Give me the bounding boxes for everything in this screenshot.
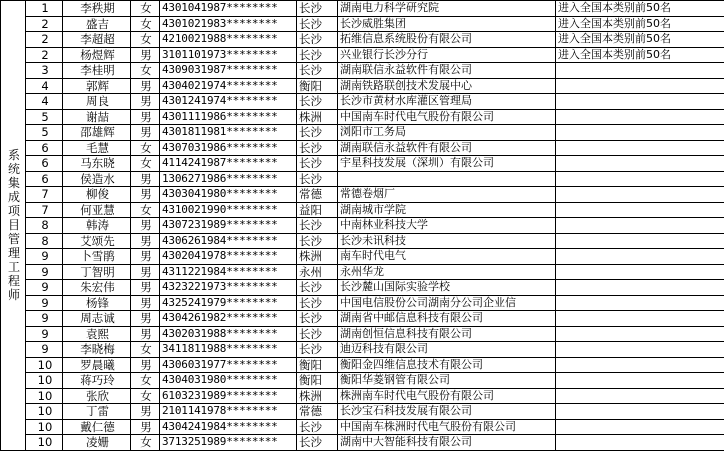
id-number-cell: 4210021988******** bbox=[160, 32, 297, 48]
rank-cell: 9 bbox=[26, 264, 63, 280]
name-cell: 罗晨曦 bbox=[63, 357, 131, 373]
gender-cell: 男 bbox=[131, 264, 160, 280]
name-cell: 周良 bbox=[63, 94, 131, 110]
note-cell bbox=[556, 187, 724, 203]
note-cell: 进入全国本类别前50名 bbox=[556, 1, 724, 17]
id-number-cell: 4309031987******** bbox=[160, 63, 297, 79]
category-cell bbox=[1, 1, 26, 451]
rank-cell: 9 bbox=[26, 342, 63, 358]
note-cell bbox=[556, 326, 724, 342]
employer-cell: 宇星科技发展（深圳）有限公司 bbox=[338, 156, 556, 172]
category-char: 师 bbox=[7, 288, 20, 303]
rank-cell: 6 bbox=[26, 140, 63, 156]
table-row bbox=[1, 435, 724, 451]
employer-cell: 迪迈科技有限公司 bbox=[338, 342, 556, 358]
gender-cell: 男 bbox=[131, 311, 160, 327]
employer-cell: 株洲南车时代电气股份有限公司 bbox=[338, 388, 556, 404]
city-cell: 株洲 bbox=[297, 249, 338, 265]
rank-cell: 10 bbox=[26, 404, 63, 420]
name-cell: 杨锋 bbox=[63, 295, 131, 311]
table-row bbox=[1, 342, 724, 358]
gender-cell: 男 bbox=[131, 233, 160, 249]
note-cell bbox=[556, 233, 724, 249]
rank-cell: 7 bbox=[26, 202, 63, 218]
name-cell: 李桂明 bbox=[63, 63, 131, 79]
name-cell: 袁熙 bbox=[63, 326, 131, 342]
category-char: 工 bbox=[7, 260, 20, 275]
rank-cell: 7 bbox=[26, 187, 63, 203]
employer-cell: 衡阳华菱钢管有限公司 bbox=[338, 373, 556, 389]
note-cell bbox=[556, 125, 724, 141]
employer-cell: 兴业银行长沙分行 bbox=[338, 47, 556, 63]
gender-cell: 女 bbox=[131, 16, 160, 32]
id-number-cell: 2101141978******** bbox=[160, 404, 297, 420]
table-row bbox=[1, 280, 724, 296]
name-cell: 艾颂先 bbox=[63, 233, 131, 249]
table-row bbox=[1, 326, 724, 342]
id-number-cell: 1306271986******** bbox=[160, 171, 297, 187]
gender-cell: 男 bbox=[131, 326, 160, 342]
employer-cell: 湖南联信永益软件有限公司 bbox=[338, 63, 556, 79]
table-row bbox=[1, 78, 724, 94]
city-cell: 长沙 bbox=[297, 171, 338, 187]
city-cell: 株洲 bbox=[297, 109, 338, 125]
category-char: 成 bbox=[7, 190, 20, 205]
category-char: 程 bbox=[7, 274, 20, 289]
employer-cell: 中国南车时代电气股份有限公司 bbox=[338, 109, 556, 125]
gender-cell: 男 bbox=[131, 218, 160, 234]
category-char: 统 bbox=[7, 162, 20, 177]
city-cell: 永州 bbox=[297, 264, 338, 280]
city-cell: 长沙 bbox=[297, 125, 338, 141]
rank-cell: 9 bbox=[26, 249, 63, 265]
employer-cell: 湖南省中邮信息科技有限公司 bbox=[338, 311, 556, 327]
city-cell: 长沙 bbox=[297, 140, 338, 156]
city-cell: 长沙 bbox=[297, 94, 338, 110]
id-number-cell: 4307031986******** bbox=[160, 140, 297, 156]
rank-cell: 9 bbox=[26, 295, 63, 311]
id-number-cell: 3101101973******** bbox=[160, 47, 297, 63]
gender-cell: 男 bbox=[131, 171, 160, 187]
table-row bbox=[1, 94, 724, 110]
gender-cell: 女 bbox=[131, 202, 160, 218]
rank-cell: 10 bbox=[26, 435, 63, 451]
table-row bbox=[1, 233, 724, 249]
table-row bbox=[1, 218, 724, 234]
rank-cell: 4 bbox=[26, 94, 63, 110]
id-number-cell: 4325241979******** bbox=[160, 295, 297, 311]
gender-cell: 男 bbox=[131, 47, 160, 63]
table-row bbox=[1, 388, 724, 404]
note-cell bbox=[556, 109, 724, 125]
city-cell: 长沙 bbox=[297, 419, 338, 435]
name-cell: 凌姗 bbox=[63, 435, 131, 451]
employer-cell: 浏阳市工务局 bbox=[338, 125, 556, 141]
name-cell: 蒋巧玲 bbox=[63, 373, 131, 389]
rank-cell: 6 bbox=[26, 156, 63, 172]
name-cell: 谢喆 bbox=[63, 109, 131, 125]
name-cell: 毛慧 bbox=[63, 140, 131, 156]
city-cell: 长沙 bbox=[297, 233, 338, 249]
employer-cell: 中国电信股份公司湖南分公司企业信 bbox=[338, 295, 556, 311]
id-number-cell: 4301111986******** bbox=[160, 109, 297, 125]
table-row bbox=[1, 357, 724, 373]
employer-cell: 中国南车株洲时代电气股份有限公司 bbox=[338, 419, 556, 435]
city-cell: 长沙 bbox=[297, 16, 338, 32]
rank-cell: 5 bbox=[26, 125, 63, 141]
rank-cell: 5 bbox=[26, 109, 63, 125]
employer-cell: 湖南联信永益软件有限公司 bbox=[338, 140, 556, 156]
id-number-cell: 4304021974******** bbox=[160, 78, 297, 94]
note-cell bbox=[556, 404, 724, 420]
employer-cell: 湖南城市学院 bbox=[338, 202, 556, 218]
city-cell: 衡阳 bbox=[297, 373, 338, 389]
city-cell: 常德 bbox=[297, 404, 338, 420]
rank-cell: 9 bbox=[26, 280, 63, 296]
note-cell bbox=[556, 419, 724, 435]
rank-cell: 2 bbox=[26, 16, 63, 32]
id-number-cell: 4307231989******** bbox=[160, 218, 297, 234]
city-cell: 长沙 bbox=[297, 1, 338, 17]
note-cell bbox=[556, 156, 724, 172]
rank-cell: 2 bbox=[26, 47, 63, 63]
name-cell: 韩涛 bbox=[63, 218, 131, 234]
id-number-cell: 4323221973******** bbox=[160, 280, 297, 296]
category-label bbox=[3, 148, 25, 302]
city-cell: 长沙 bbox=[297, 342, 338, 358]
employer-cell: 湖南中大智能科技有限公司 bbox=[338, 435, 556, 451]
city-cell: 长沙 bbox=[297, 311, 338, 327]
employer-cell: 南车时代电气 bbox=[338, 249, 556, 265]
gender-cell: 女 bbox=[131, 1, 160, 17]
gender-cell: 女 bbox=[131, 388, 160, 404]
note-cell bbox=[556, 342, 724, 358]
gender-cell: 女 bbox=[131, 156, 160, 172]
id-number-cell: 4301041987******** bbox=[160, 1, 297, 17]
note-cell: 进入全国本类别前50名 bbox=[556, 16, 724, 32]
id-number-cell: 4301241974******** bbox=[160, 94, 297, 110]
table-row bbox=[1, 125, 724, 141]
table-row bbox=[1, 63, 724, 79]
employer-cell: 湖南电力科学研究院 bbox=[338, 1, 556, 17]
name-cell: 李晓梅 bbox=[63, 342, 131, 358]
name-cell: 李超超 bbox=[63, 32, 131, 48]
city-cell: 长沙 bbox=[297, 32, 338, 48]
city-cell: 衡阳 bbox=[297, 357, 338, 373]
employer-cell: 湖南创恒信息科技有限公司 bbox=[338, 326, 556, 342]
gender-cell: 男 bbox=[131, 125, 160, 141]
name-cell: 邵雄辉 bbox=[63, 125, 131, 141]
note-cell: 进入全国本类别前50名 bbox=[556, 32, 724, 48]
rank-cell: 10 bbox=[26, 373, 63, 389]
table-row bbox=[1, 16, 724, 32]
note-cell: 进入全国本类别前50名 bbox=[556, 47, 724, 63]
city-cell: 长沙 bbox=[297, 326, 338, 342]
name-cell: 盛吉 bbox=[63, 16, 131, 32]
gender-cell: 女 bbox=[131, 32, 160, 48]
rank-cell: 4 bbox=[26, 78, 63, 94]
rank-cell: 2 bbox=[26, 32, 63, 48]
name-cell: 丁雷 bbox=[63, 404, 131, 420]
id-number-cell: 3713251989******** bbox=[160, 435, 297, 451]
table-body bbox=[1, 1, 724, 451]
gender-cell: 男 bbox=[131, 94, 160, 110]
employer-cell: 长沙未讯科技 bbox=[338, 233, 556, 249]
rank-cell: 10 bbox=[26, 357, 63, 373]
employer-cell: 衡阳金四维信息技术有限公司 bbox=[338, 357, 556, 373]
table-row bbox=[1, 171, 724, 187]
table-row bbox=[1, 419, 724, 435]
city-cell: 长沙 bbox=[297, 47, 338, 63]
id-number-cell: 6103231989******** bbox=[160, 388, 297, 404]
note-cell bbox=[556, 388, 724, 404]
id-number-cell: 4303041980******** bbox=[160, 187, 297, 203]
table-row bbox=[1, 187, 724, 203]
id-number-cell: 4301021983******** bbox=[160, 16, 297, 32]
gender-cell: 男 bbox=[131, 78, 160, 94]
rank-cell: 6 bbox=[26, 171, 63, 187]
table-row bbox=[1, 311, 724, 327]
id-number-cell: 4302041978******** bbox=[160, 249, 297, 265]
city-cell: 衡阳 bbox=[297, 78, 338, 94]
rank-cell: 9 bbox=[26, 326, 63, 342]
id-number-cell: 4311221984******** bbox=[160, 264, 297, 280]
employer-cell: 中南林业科技大学 bbox=[338, 218, 556, 234]
note-cell bbox=[556, 280, 724, 296]
note-cell bbox=[556, 249, 724, 265]
table-row bbox=[1, 140, 724, 156]
note-cell bbox=[556, 311, 724, 327]
city-cell: 长沙 bbox=[297, 218, 338, 234]
note-cell bbox=[556, 295, 724, 311]
note-cell bbox=[556, 357, 724, 373]
id-number-cell: 4306031977******** bbox=[160, 357, 297, 373]
name-cell: 李秩期 bbox=[63, 1, 131, 17]
note-cell bbox=[556, 264, 724, 280]
name-cell: 杨煜辉 bbox=[63, 47, 131, 63]
category-char: 目 bbox=[7, 218, 20, 233]
name-cell: 侯造水 bbox=[63, 171, 131, 187]
gender-cell: 女 bbox=[131, 435, 160, 451]
rank-cell: 8 bbox=[26, 233, 63, 249]
city-cell: 长沙 bbox=[297, 63, 338, 79]
id-number-cell: 4301811981******** bbox=[160, 125, 297, 141]
employer-cell: 拓维信息系统股份有限公司 bbox=[338, 32, 556, 48]
note-cell bbox=[556, 202, 724, 218]
id-number-cell: 4304261982******** bbox=[160, 311, 297, 327]
rank-cell: 1 bbox=[26, 1, 63, 17]
table-row bbox=[1, 109, 724, 125]
employer-cell: 长沙威胜集团 bbox=[338, 16, 556, 32]
employer-cell: 长沙宝石科技发展有限公司 bbox=[338, 404, 556, 420]
category-char: 系 bbox=[7, 148, 20, 163]
id-number-cell: 4310021990******** bbox=[160, 202, 297, 218]
note-cell bbox=[556, 140, 724, 156]
note-cell bbox=[556, 94, 724, 110]
id-number-cell: 4302031988******** bbox=[160, 326, 297, 342]
table-row bbox=[1, 156, 724, 172]
employer-cell: 永州华龙 bbox=[338, 264, 556, 280]
rank-cell: 10 bbox=[26, 419, 63, 435]
gender-cell: 男 bbox=[131, 404, 160, 420]
rank-cell: 9 bbox=[26, 311, 63, 327]
employer-cell: 长沙市黄材水库灌区管理局 bbox=[338, 94, 556, 110]
city-cell: 益阳 bbox=[297, 202, 338, 218]
name-cell: 柳俊 bbox=[63, 187, 131, 203]
table-row bbox=[1, 1, 724, 17]
name-cell: 朱宏伟 bbox=[63, 280, 131, 296]
category-char: 集 bbox=[7, 176, 20, 191]
gender-cell: 女 bbox=[131, 342, 160, 358]
gender-cell: 女 bbox=[131, 140, 160, 156]
city-cell: 长沙 bbox=[297, 435, 338, 451]
note-cell bbox=[556, 373, 724, 389]
gender-cell: 男 bbox=[131, 357, 160, 373]
category-char: 理 bbox=[7, 246, 20, 261]
table-row bbox=[1, 32, 724, 48]
gender-cell: 男 bbox=[131, 419, 160, 435]
id-number-cell: 4306261984******** bbox=[160, 233, 297, 249]
category-char: 管 bbox=[7, 232, 20, 247]
id-number-cell: 4304031980******** bbox=[160, 373, 297, 389]
id-number-cell: 4304241984******** bbox=[160, 419, 297, 435]
id-number-cell: 4114241987******** bbox=[160, 156, 297, 172]
gender-cell: 男 bbox=[131, 109, 160, 125]
note-cell bbox=[556, 435, 724, 451]
name-cell: 何亚慧 bbox=[63, 202, 131, 218]
name-cell: 马东晓 bbox=[63, 156, 131, 172]
note-cell bbox=[556, 78, 724, 94]
rank-cell: 3 bbox=[26, 63, 63, 79]
name-cell: 张欣 bbox=[63, 388, 131, 404]
employer-cell: 湖南铁路联创技术发展中心 bbox=[338, 78, 556, 94]
name-cell: 卜雪鹃 bbox=[63, 249, 131, 265]
table-row bbox=[1, 373, 724, 389]
rank-cell: 10 bbox=[26, 388, 63, 404]
gender-cell: 男 bbox=[131, 295, 160, 311]
table-row bbox=[1, 404, 724, 420]
gender-cell: 男 bbox=[131, 249, 160, 265]
note-cell bbox=[556, 171, 724, 187]
gender-cell: 男 bbox=[131, 187, 160, 203]
employer-cell: 长沙麓山国际实验学校 bbox=[338, 280, 556, 296]
city-cell: 株洲 bbox=[297, 388, 338, 404]
rank-cell: 8 bbox=[26, 218, 63, 234]
table-row bbox=[1, 249, 724, 265]
employer-cell bbox=[338, 171, 556, 187]
table-row bbox=[1, 202, 724, 218]
gender-cell: 女 bbox=[131, 63, 160, 79]
name-cell: 戴仁德 bbox=[63, 419, 131, 435]
category-char: 项 bbox=[7, 204, 20, 219]
gender-cell: 女 bbox=[131, 373, 160, 389]
table-row bbox=[1, 295, 724, 311]
city-cell: 长沙 bbox=[297, 280, 338, 296]
name-cell: 丁智明 bbox=[63, 264, 131, 280]
id-number-cell: 3411811988******** bbox=[160, 342, 297, 358]
note-cell bbox=[556, 63, 724, 79]
city-cell: 长沙 bbox=[297, 156, 338, 172]
name-cell: 郭辉 bbox=[63, 78, 131, 94]
employer-cell: 常德卷烟厂 bbox=[338, 187, 556, 203]
table-row bbox=[1, 264, 724, 280]
city-cell: 长沙 bbox=[297, 295, 338, 311]
gender-cell: 男 bbox=[131, 280, 160, 296]
city-cell: 常德 bbox=[297, 187, 338, 203]
table-row bbox=[1, 47, 724, 63]
note-cell bbox=[556, 218, 724, 234]
name-cell: 周志诚 bbox=[63, 311, 131, 327]
